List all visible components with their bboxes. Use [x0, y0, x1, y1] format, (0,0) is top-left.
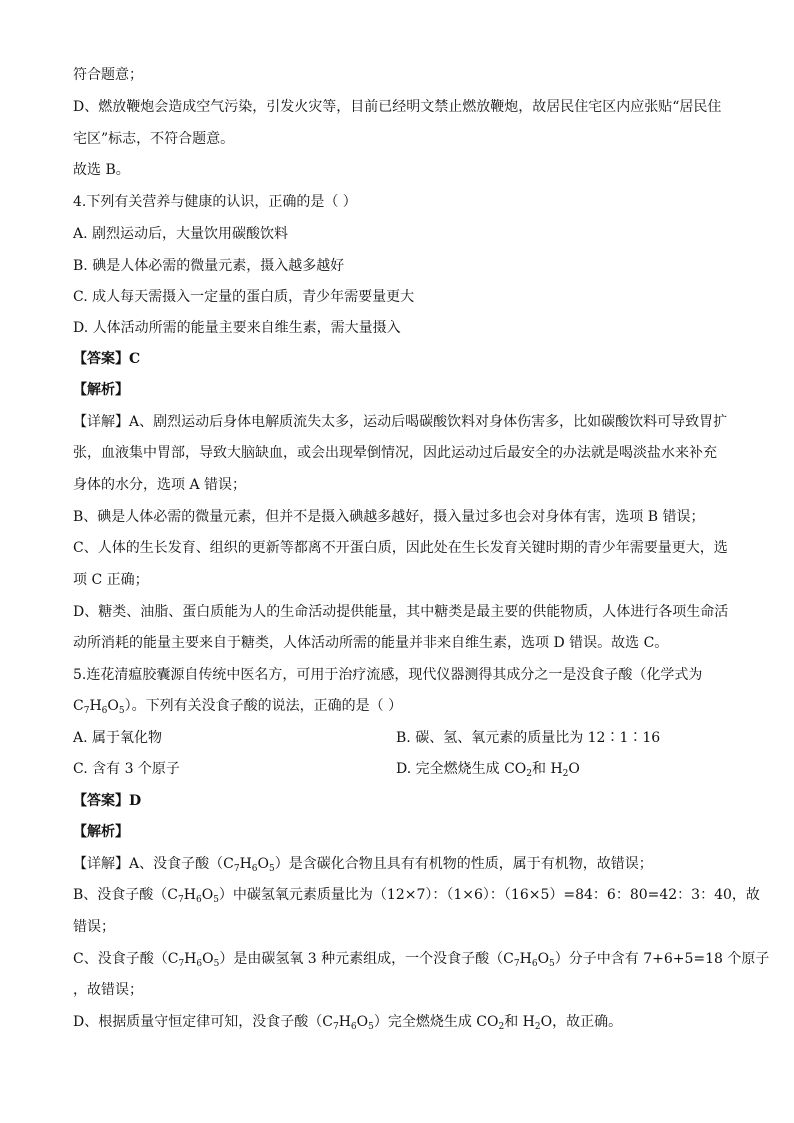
- question-5-detail-a: 【详解】A、没食子酸$(C_7H_6O_5)$是含碳化合物且具有有机物的性质，属于有机物，故错误；: [73, 856, 653, 874]
- question-4-detail-line-7: D、糖类、油脂、蛋白质能为人的生命活动提供能量，其中糖类是最主要的供能物质，人体进行各项生命活: [73, 604, 729, 620]
- question-5-detail-b: B、没食子酸$(C_7H_6O_5)$中碳氢氧元素质量比为（12×7）：（1×6）：（16×5）=84：6：80=42：3：40，故: [73, 887, 760, 905]
- question-5-option-a: A. 属于氧化物: [73, 730, 163, 746]
- question-4-option-d: D. 人体活动所需的能量主要来自维生素，需大量摄入: [73, 320, 401, 336]
- question-5-analysis-heading: 【解析】: [73, 824, 129, 840]
- question-5-detail-d: D、根据质量守恒定律可知，没食子酸$(C_7H_6O_5)$完全燃烧生成 $CO_2$和 $H_2O$，故正确。: [73, 1014, 623, 1032]
- question-4-option-b: B. 碘是人体必需的微量元素，摄入越多越好: [73, 258, 345, 274]
- question-4-detail-line-1: 【详解】A、剧烈运动后身体电解质流失太多，运动后喝碳酸饮料对身体伤害多，比如碳酸饮料可导致胃扩: [73, 414, 728, 430]
- question-4-stem: 4.下列有关营养与健康的认识，正确的是（ ）: [73, 194, 357, 210]
- question-5-stem-tail: ）。下列有关没食子酸的说法，正确的是（ ）: [124, 698, 403, 714]
- question-4-option-a: A. 剧烈运动后，大量饮用碳酸饮料: [73, 226, 289, 242]
- question-5-options-row-1: [73, 729, 661, 747]
- question-5-detail-c-line-2: ，故错误；: [73, 982, 143, 998]
- question-4-detail-line-6: 项 C 正确；: [73, 572, 149, 588]
- question-4-option-c: C. 成人每天需摄入一定量的蛋白质，青少年需要量更大: [73, 289, 415, 305]
- question-5-detail-c: C、没食子酸$(C_7H_6O_5)$是由碳氢氧 3 种元素组成，一个没食子酸$(C_7H_6O_5)$分子中含有 7+6+5=18 个原子: [73, 951, 770, 969]
- question-5-stem-line-1: 5.连花清瘟胶囊源自传统中医名方，可用于治疗流感，现代仪器测得其成分之一是没食子酸（化学式为: [73, 667, 703, 683]
- question-5-answer: 【答案】D: [73, 793, 142, 809]
- question-5-option-d: D. 完全燃烧生成 $CO_2$和 $H_2O$: [396, 761, 580, 779]
- text-line-3: 宅区”标志，不符合题意。: [73, 131, 235, 147]
- text-line-4: 故选 B。: [73, 162, 130, 178]
- question-5-detail-b-line-2: 错误；: [73, 919, 115, 935]
- question-5-option-c: C. 含有 3 个原子: [73, 761, 180, 777]
- question-5-options-row-2: [73, 760, 580, 779]
- question-4-detail-line-5: C、人体的生长发育、组织的更新等都离不开蛋白质，因此处在生长发育关键时期的青少年需要量更大，选: [73, 540, 728, 556]
- text-line-1: 符合题意；: [73, 67, 143, 83]
- question-5-stem-line-2: $C_7H_6O_5$）。下列有关没食子酸的说法，正确的是（ ）: [73, 698, 403, 716]
- question-4-answer: 【答案】C: [73, 351, 141, 367]
- question-4-detail-line-4: B、碘是人体必需的微量元素，但并不是摄入碘越多越好，摄入量过多也会对身体有害，选项 B 错误；: [73, 509, 705, 525]
- question-4-detail-line-8: 动所消耗的能量主要来自于糖类，人体活动所需的能量并非来自维生素，选项 D 错误。故选 C。: [73, 635, 669, 651]
- question-4-detail-line-3: 身体的水分，选项 A 错误；: [73, 477, 247, 493]
- question-4-analysis-heading: 【解析】: [73, 382, 129, 398]
- question-4-detail-line-2: 张，血液集中胃部，导致大脑缺血，或会出现晕倒情况，因此运动过后最安全的办法就是喝淡盐水来补充: [73, 445, 717, 461]
- text-line-2: D、燃放鞭炮会造成空气污染，引发火灾等，目前已经明文禁止燃放鞭炮，故居民住宅区内应张贴“居民住: [73, 99, 722, 115]
- question-5-option-b: B. 碳、氢、氧元素的质量比为 12∶1∶16: [396, 730, 661, 746]
